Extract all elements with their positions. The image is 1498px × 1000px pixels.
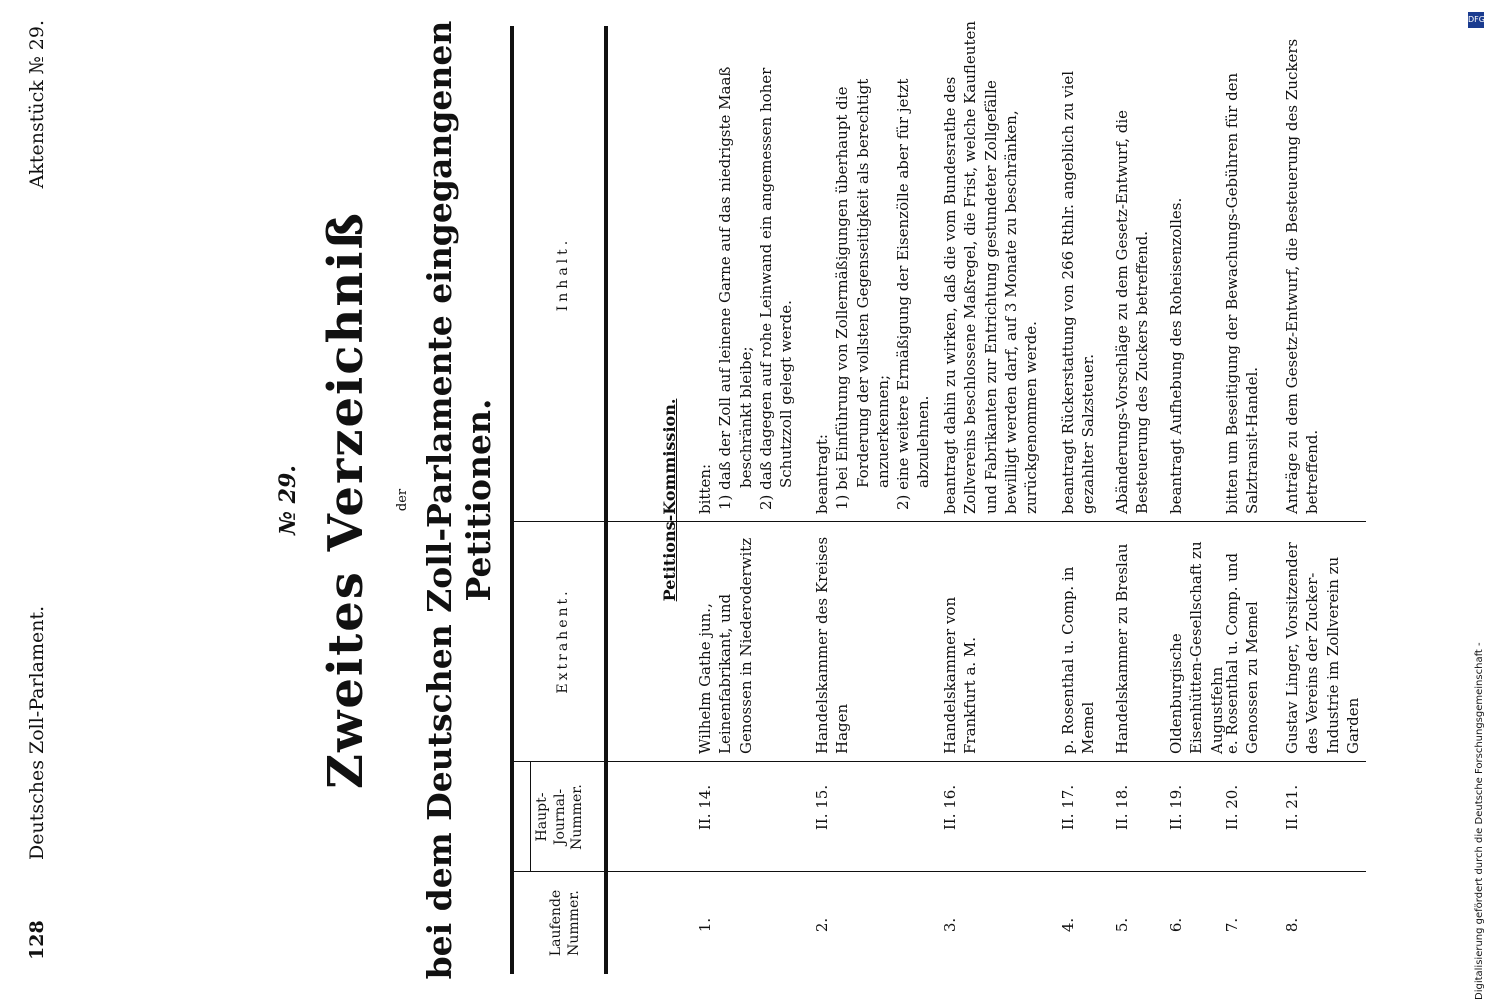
content-item: 2) daß dagegen auf rohe Leinwand ein angemessen hoher Schutzzoll gelegt werde.	[756, 67, 795, 510]
row-number: 7.	[1223, 917, 1241, 933]
petition-content	[695, 14, 796, 514]
dfg-logo: DFG	[1468, 12, 1484, 28]
petitioner: e. Rosenthal u. Comp. und Genossen zu Memel	[1223, 552, 1262, 754]
title-connector: der	[395, 488, 410, 512]
funding-note: Digitalisierung gefördert durch die Deutsche Forschungsgemeinschaft -	[1474, 642, 1485, 1000]
journal-number: II. 19.	[1167, 784, 1185, 831]
journal-number: II. 16.	[941, 784, 959, 831]
header-bottom-rule	[604, 26, 608, 974]
column-divider-1-body	[690, 871, 1366, 872]
petition-content: Anträge zu dem Gesetz-Entwurf, die Besteuerung des Zuckers betreffend.	[1283, 38, 1322, 514]
petitioner: p. Rosenthal u. Comp. in Memel	[1059, 566, 1098, 754]
document-subtitle: bei dem Deutschen Zoll-Parlamente eingegangenen Petitionen.	[420, 20, 498, 980]
funding-note-strip	[1474, 0, 1492, 1000]
row-number: 2.	[813, 917, 831, 933]
header-inhalt: Inhalt.	[555, 236, 571, 312]
journal-number: II. 17.	[1059, 784, 1077, 831]
row-number: 8.	[1283, 917, 1301, 933]
content-item: 1) bei Einführung von Zollermäßigungen überhaupt die Forderung der vollsten Gegenseitigkeit als berechtigt anzuerkennen;	[833, 78, 892, 510]
row-number: 5.	[1113, 917, 1131, 933]
table-top-rule	[510, 26, 514, 974]
journal-header-divider	[530, 762, 531, 872]
content-item: 2) eine weitere Ermäßigung der Eisenzölle aber für jetzt abzulehnen.	[894, 78, 933, 510]
petition-content: beantragt dahin zu wirken, daß die vom Bundesrathe des Zollvereins beschlossene Maßregel, die Frist, welche Kaufleuten und Fabrikanten zur Entrichtung gestundeter Zollgefälle bewilligt werden darf, auf 3 Monate zu beschränken, zurückgenommen werde.	[941, 20, 1040, 514]
petitioner: Gustav Linger, Vorsitzender des Vereins der Zucker-Industrie im Zollverein zu Garden	[1283, 542, 1362, 754]
journal-number: II. 18.	[1113, 784, 1131, 831]
content-intro: bitten:	[696, 463, 714, 514]
petition-content: bitten um Beseitigung der Bewachungs-Gebühren für den Salztransit-Handel.	[1223, 72, 1262, 514]
page-number: 128	[26, 920, 48, 960]
row-number: 3.	[941, 917, 959, 933]
row-number: 4.	[1059, 917, 1077, 933]
petitioner: Oldenburgische Eisenhütten-Gesellschaft zu Augustfehn	[1167, 541, 1226, 754]
running-title: Deutsches Zoll-Parlament.	[26, 605, 48, 860]
petitioner: Handelskammer des Kreises Hagen	[813, 536, 852, 754]
column-divider-2-body	[690, 761, 1366, 762]
journal-number: II. 15.	[813, 784, 831, 831]
content-item: 1) daß der Zoll auf leinene Garne auf das niedrigste Maaß beschränkt bleibe;	[716, 66, 755, 510]
petitioner: Wilhelm Gathe jun., Leinenfabrikant, und Genossen in Niederoderwitz	[696, 537, 755, 754]
column-divider-3-body	[690, 521, 1366, 522]
row-number: 1.	[696, 917, 714, 933]
header-extrahent: Extrahent.	[555, 588, 571, 694]
journal-number: II. 21.	[1283, 784, 1301, 831]
section-heading: Petitions-Kommission.	[660, 398, 679, 602]
petition-content: beantragt Rückerstattung von 266 Rthlr. angeblich zu viel gezahlter Salzsteuer.	[1059, 70, 1098, 514]
journal-number: II. 20.	[1223, 784, 1241, 831]
header-laufende-nummer: Laufende Nummer.	[548, 889, 582, 957]
petitioner: Handelskammer von Frankfurt a. M.	[941, 596, 980, 754]
document-number: № 29.	[275, 465, 301, 535]
row-number: 6.	[1167, 917, 1185, 933]
document-reference: Aktenstück № 29.	[26, 20, 48, 189]
journal-number: II. 14.	[696, 784, 714, 831]
content-intro: beantragt:	[813, 434, 831, 514]
document-title: Zweites Verzeichniß	[318, 211, 374, 789]
petition-content	[812, 14, 934, 514]
petitioner: Handelskammer zu Breslau	[1113, 543, 1131, 754]
petition-content: Abänderungs-Vorschläge zu dem Gesetz-Entwurf, die Besteuerung des Zuckers betreffend.	[1113, 109, 1152, 514]
petition-content: beantragt Aufhebung des Roheisenzolles.	[1167, 197, 1185, 514]
header-journal-nummer: Haupt-Journal-Nummer.	[534, 784, 585, 850]
